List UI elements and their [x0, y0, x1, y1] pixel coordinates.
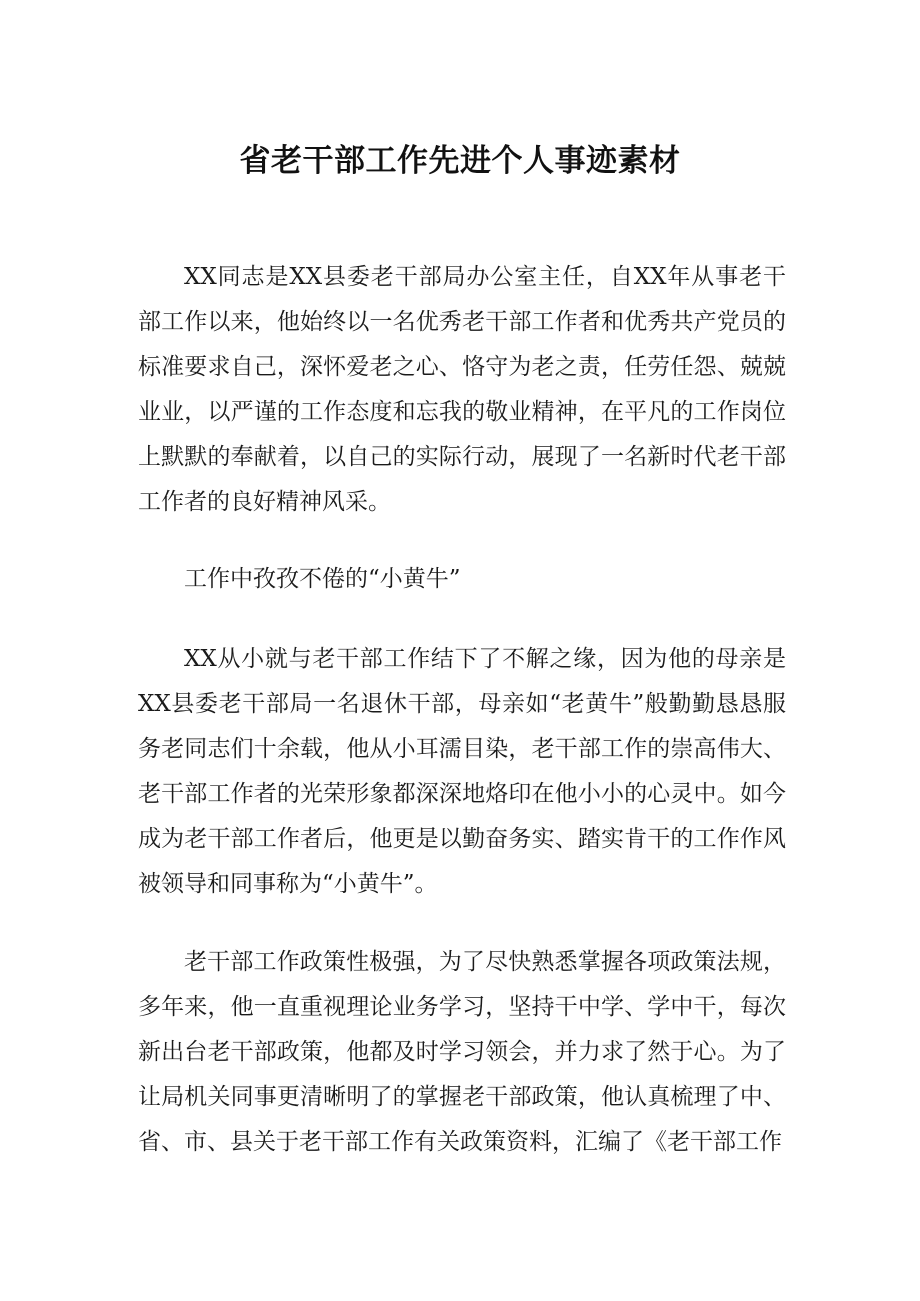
paragraph-policy-study: 老干部工作政策性极强，为了尽快熟悉掌握各项政策法规，多年来，他一直重视理论业务学习，坚持干中学、学中干，每次新出台老干部政策，他都及时学习领会，并力求了然于心。为了让局机关同事更清晰明了的掌握老干部政策，他认真梳理了中、省、市、县关于老干部工作有关政策资料，汇编了《老干部工作 [138, 949, 786, 1155]
paragraph-intro: XX同志是XX县委老干部局办公室主任，自XX年从事老干部工作以来，他始终以一名优秀老干部工作者和优秀共产党员的标准要求自己，深怀爱老之心、恪守为老之责，任劳任怨、兢兢业业，以严谨的工作态度和忘我的敬业精神，在平凡的工作岗位上默默的奉献着，以自己的实际行动，展现了一名新时代老干部工作者的良好精神风采。 [138, 264, 786, 515]
paragraph-background: XX从小就与老干部工作结下了不解之缘，因为他的母亲是XX县委老干部局一名退休干部，母亲如“老黄牛”般勤勤恳恳服务老同志们十余载，他从小耳濡目染，老干部工作的崇高伟大、老干部工作者的光荣形象都深深地烙印在他小小的心灵中。如今成为老干部工作者后，他更是以勤奋务实、踏实肯干的工作作风被领导和同事称为“小黄牛”。 [138, 646, 786, 897]
section-heading: 工作中孜孜不倦的“小黄牛” [184, 566, 461, 592]
document-title: 省老干部工作先进个人事迹素材 [239, 142, 681, 179]
